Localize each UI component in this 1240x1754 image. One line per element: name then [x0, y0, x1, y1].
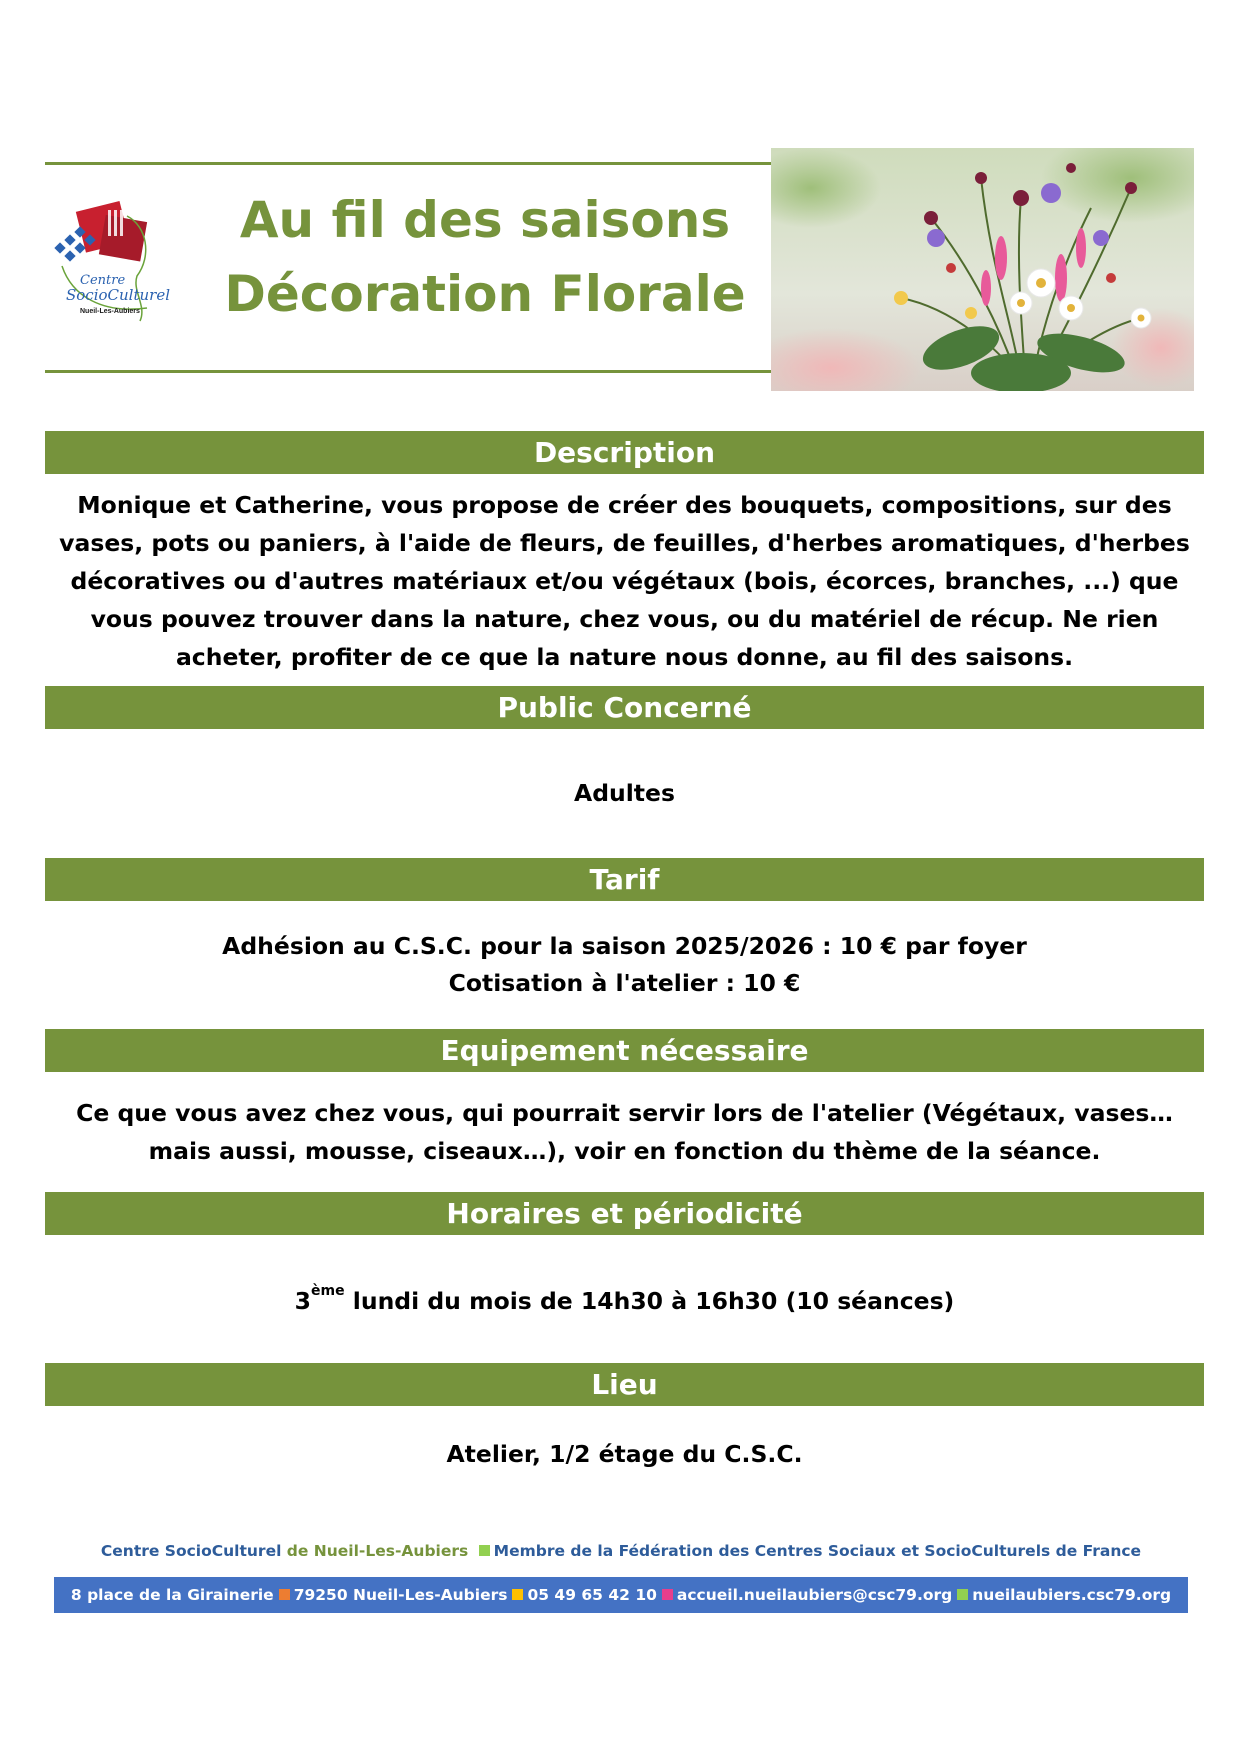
pink-square-icon: [662, 1589, 673, 1600]
csc-logo: [52, 196, 172, 336]
section-bar-horaires: Horaires et périodicité: [45, 1192, 1204, 1235]
footer-contact-bar: [54, 1577, 1188, 1613]
horaires-detail: lundi du mois de 14h30 à 16h30 (10 séances): [344, 1287, 955, 1315]
tarif-line-2: Cotisation à l'atelier : 10 €: [448, 969, 801, 997]
footer-website[interactable]: nueilaubiers.csc79.org: [972, 1586, 1172, 1604]
equipement-text: Ce que vous avez chez vous, qui pourrait servir lors de l'atelier (Végétaux, vases… mais aussi, mousse, ciseaux…), voir en fonction du thème de la séance.: [76, 1099, 1173, 1165]
logo-text-1: Centre: [80, 273, 126, 288]
footer-csc-name: Centre SocioCulturel: [100, 1542, 282, 1560]
section-bar-description: Description: [45, 431, 1204, 474]
lieu-text: Atelier, 1/2 étage du C.S.C.: [446, 1440, 803, 1468]
header-top-rule: [45, 162, 771, 165]
footer-membership-line: [54, 1542, 1188, 1560]
logo-text-3: Nueil-Les-Aubiers: [80, 308, 140, 315]
green-square-icon: [957, 1589, 968, 1600]
logo-text-2: SocioCulturel: [66, 286, 171, 304]
footer-csc-city: de Nueil-Les-Aubiers: [281, 1542, 469, 1560]
green-square-icon: [479, 1545, 490, 1556]
footer-federation: Membre de la Fédération des Centres Sociaux et SocioCulturels de France: [493, 1542, 1142, 1560]
yellow-square-icon: [512, 1589, 523, 1600]
header-bottom-rule: [45, 370, 771, 373]
footer-phone: 05 49 65 42 10: [527, 1586, 657, 1604]
section-bar-equipement: Equipement nécessaire: [45, 1029, 1204, 1072]
title-line-1: Au fil des saisons: [239, 191, 731, 249]
footer-email[interactable]: accueil.nueilaubiers@csc79.org: [676, 1586, 953, 1604]
section-bar-tarif: Tarif: [45, 858, 1204, 901]
horaires-superscript: ème: [311, 1283, 345, 1299]
footer-address: 8 place de la Girainerie: [70, 1586, 274, 1604]
description-text: Monique et Catherine, vous propose de créer des bouquets, compositions, sur des vases, pots ou paniers, à l'aide de fleurs, de feuilles, d'herbes aromatiques, d'herbes décoratives ou d'autres matériaux et/ou végétaux (bois, écorces, branches, ...) que vous pouvez trouver dans la nature, chez vous, ou du matériel de récup. Ne rien acheter, profiter de ce que la nature nous donne, au fil des saisons.: [59, 491, 1190, 671]
section-bar-public: Public Concerné: [45, 686, 1204, 729]
title-line-2: Décoration Florale: [224, 265, 746, 323]
horaires-text: [45, 1282, 1204, 1320]
flower-bouquet-photo: [771, 148, 1194, 391]
orange-square-icon: [279, 1589, 290, 1600]
footer-city: 79250 Nueil-Les-Aubiers: [293, 1586, 508, 1604]
section-bar-lieu: Lieu: [45, 1363, 1204, 1406]
public-text: Adultes: [574, 779, 675, 807]
horaires-number: 3: [294, 1287, 312, 1315]
tarif-line-1: Adhésion au C.S.C. pour la saison 2025/2026 : 10 € par foyer: [222, 932, 1027, 960]
